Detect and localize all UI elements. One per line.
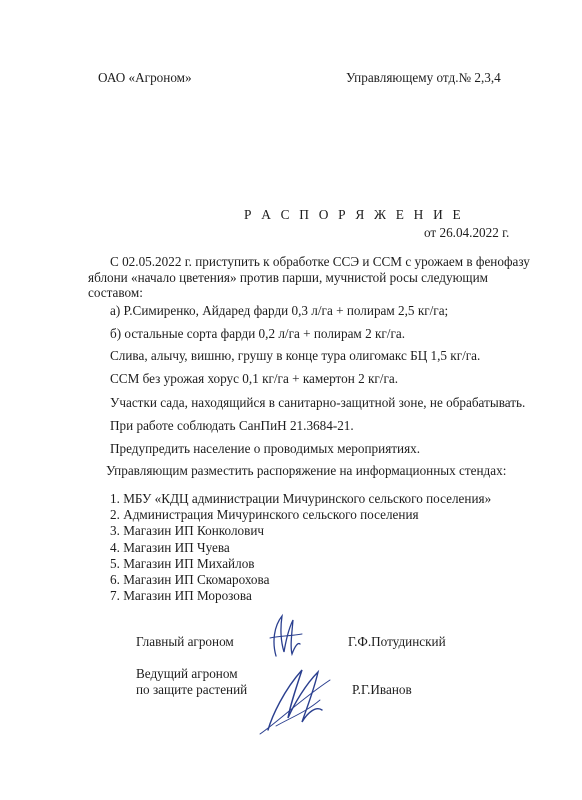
intro-line-2: яблони «начало цветения» против парши, мучнистой росы следующим [88,270,488,285]
chief-agronomist-name: Г.Ф.Потудинский [348,634,446,649]
lead-agronomist-name: Р.Г.Иванов [352,682,412,697]
paragraph-sanpin: При работе соблюдать СанПиН 21.3684-21. [110,418,354,433]
item-a: а) Р.Симиренко, Айдаред фарди 0,3 л/га + полирам 2,5 кг/га; [110,303,449,318]
chief-signature-icon [262,612,308,662]
list-item: 2. Администрация Мичуринского сельского поселения [110,507,419,523]
lead-agronomist-title-line2: по защите растений [136,682,248,697]
chief-agronomist-title: Главный агроном [136,634,234,649]
list-item: 1. МБУ «КДЦ администрации Мичуринского сельского поселения» [110,491,492,506]
stand-list [110,491,491,604]
paragraph-managers: Управляющим разместить распоряжение на информационных стендах: [106,463,507,478]
paragraph-ssm: ССМ без урожая хорус 0,1 кг/га + камертон 2 кг/га. [110,371,398,386]
list-item: 6. Магазин ИП Скомарохова [110,572,270,588]
list-item: 7. Магазин ИП Морозова [110,588,252,604]
list-item: 4. Магазин ИП Чуева [110,539,230,555]
recipient: Управляющему отд.№ 2,3,4 [346,70,501,85]
paragraph-warning: Предупредить население о проводимых мероприятиях. [110,441,421,456]
list-item: 5. Магазин ИП Михайлов [110,555,255,571]
paragraph-sanitary: Участки сада, находящийся в санитарно-защитной зоне, не обрабатывать. [110,395,526,410]
document-date: от 26.04.2022 г. [424,225,510,240]
intro-line-3: составом: [88,285,143,300]
list-item: 3. Магазин ИП Конколович [110,523,265,539]
paragraph-plum: Слива, алычу, вишню, грушу в конце тура олигомакс БЦ 1,5 кг/га. [110,348,481,363]
document-title: Р А С П О Р Я Ж Е Н И Е [244,207,464,222]
lead-agronomist-title-line1: Ведущий агроном [136,666,238,681]
lead-signature-icon [250,660,342,740]
intro-line-1: С 02.05.2022 г. приступить к обработке ССЭ и ССМ с урожаем в фенофазу [110,254,530,269]
item-b: б) остальные сорта фарди 0,2 л/га + полирам 2 кг/га. [110,326,406,341]
organization-name: ОАО «Агроном» [98,70,192,85]
